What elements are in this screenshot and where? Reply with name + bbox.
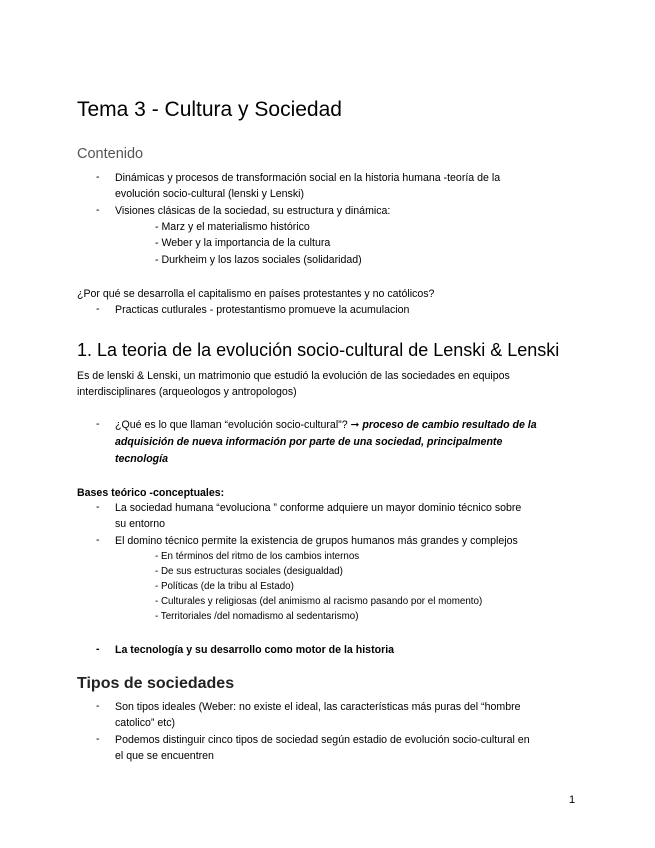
section-1-intro-line-2: interdisciplinares (arqueologos y antropologos) [77, 386, 297, 398]
bullet-dash: - [96, 303, 100, 315]
bullet-dash: - [96, 418, 100, 430]
contenido-item-1-line-1: Dinámicas y procesos de transformación social en la historia humana -teoría de la [115, 172, 501, 184]
tipos-item-2-line-2: el que se encuentren [115, 750, 214, 762]
contenido-item-2: Visiones clásicas de la sociedad, su estructura y dinámica: [115, 205, 391, 217]
bases-item-1-line-1: La sociedad humana “evoluciona ” conforme adquiere un mayor dominio técnico sobre [115, 502, 522, 514]
bases-item-1-line-2: su entorno [115, 518, 166, 530]
contenido-sub-1: - Marz y el materialismo histórico [155, 221, 310, 233]
bullet-dash: - [96, 733, 100, 745]
bases-item-2: El domino técnico permite la existencia de grupos humanos más grandes y complejos [115, 535, 518, 547]
page-title: Tema 3 - Cultura y Sociedad [77, 98, 342, 121]
page-number: 1 [569, 794, 576, 806]
question-item: Practicas cutlurales - protestantismo promueve la acumulacion [115, 304, 410, 316]
section-1-heading: 1. La teoria de la evolución socio-cultural de Lenski & Lenski [77, 340, 560, 360]
bases-sub-4: - Culturales y religiosas (del animismo al racismo pasando por el momento) [155, 596, 483, 607]
definition-question: ¿Qué es lo que llaman “evolución socio-cultural”? [115, 419, 351, 431]
tipos-item-2-line-1: Podemos distinguir cinco tipos de sociedad según estadio de evolución socio-cultural en [115, 734, 530, 746]
bullet-dash: - [96, 643, 100, 655]
bullet-dash: - [96, 534, 100, 546]
technology-motor: La tecnología y su desarrollo como motor de la historia [115, 644, 395, 656]
question-text: ¿Por qué se desarrolla el capitalismo en países protestantes y no católicos? [77, 288, 435, 300]
tipos-item-1-line-1: Son tipos ideales (Weber: no existe el ideal, las características más puras del “hombre [115, 701, 521, 713]
contenido-item-1-line-2: evolución socio-cultural (lenski y Lenski) [115, 188, 305, 200]
bases-sub-1: - En términos del ritmo de los cambios internos [155, 551, 360, 562]
definition-line-3: tecnología [115, 453, 168, 465]
bases-sub-5: - Territoriales /del nomadismo al sedentarismo) [155, 611, 359, 622]
tipos-heading: Tipos de sociedades [77, 675, 235, 692]
bullet-dash: - [96, 171, 100, 183]
section-1-intro-line-1: Es de lenski & Lenski, un matrimonio que estudió la evolución de las sociedades en equipos [77, 370, 510, 382]
definition-bold-1: proceso de cambio resultado de la [359, 419, 537, 431]
contenido-heading: Contenido [77, 146, 144, 162]
bases-sub-3: - Políticas (de la tribu al Estado) [155, 581, 294, 592]
definition-line-1 [115, 417, 537, 434]
contenido-sub-2: - Weber y la importancia de la cultura [155, 237, 331, 249]
bullet-dash: - [96, 700, 100, 712]
bullet-dash: - [96, 501, 100, 513]
bases-sub-2: - De sus estructuras sociales (desigualdad) [155, 566, 343, 577]
definition-line-2: adquisición de nueva información por parte de una sociedad, principalmente [115, 436, 503, 448]
bases-heading: Bases teórico -conceptuales: [77, 487, 225, 499]
tipos-item-1-line-2: catolico” etc) [115, 717, 176, 729]
contenido-sub-3: - Durkheim y los lazos sociales (solidaridad) [155, 254, 362, 266]
arrow-icon: ➞ [350, 419, 360, 431]
bullet-dash: - [96, 204, 100, 216]
